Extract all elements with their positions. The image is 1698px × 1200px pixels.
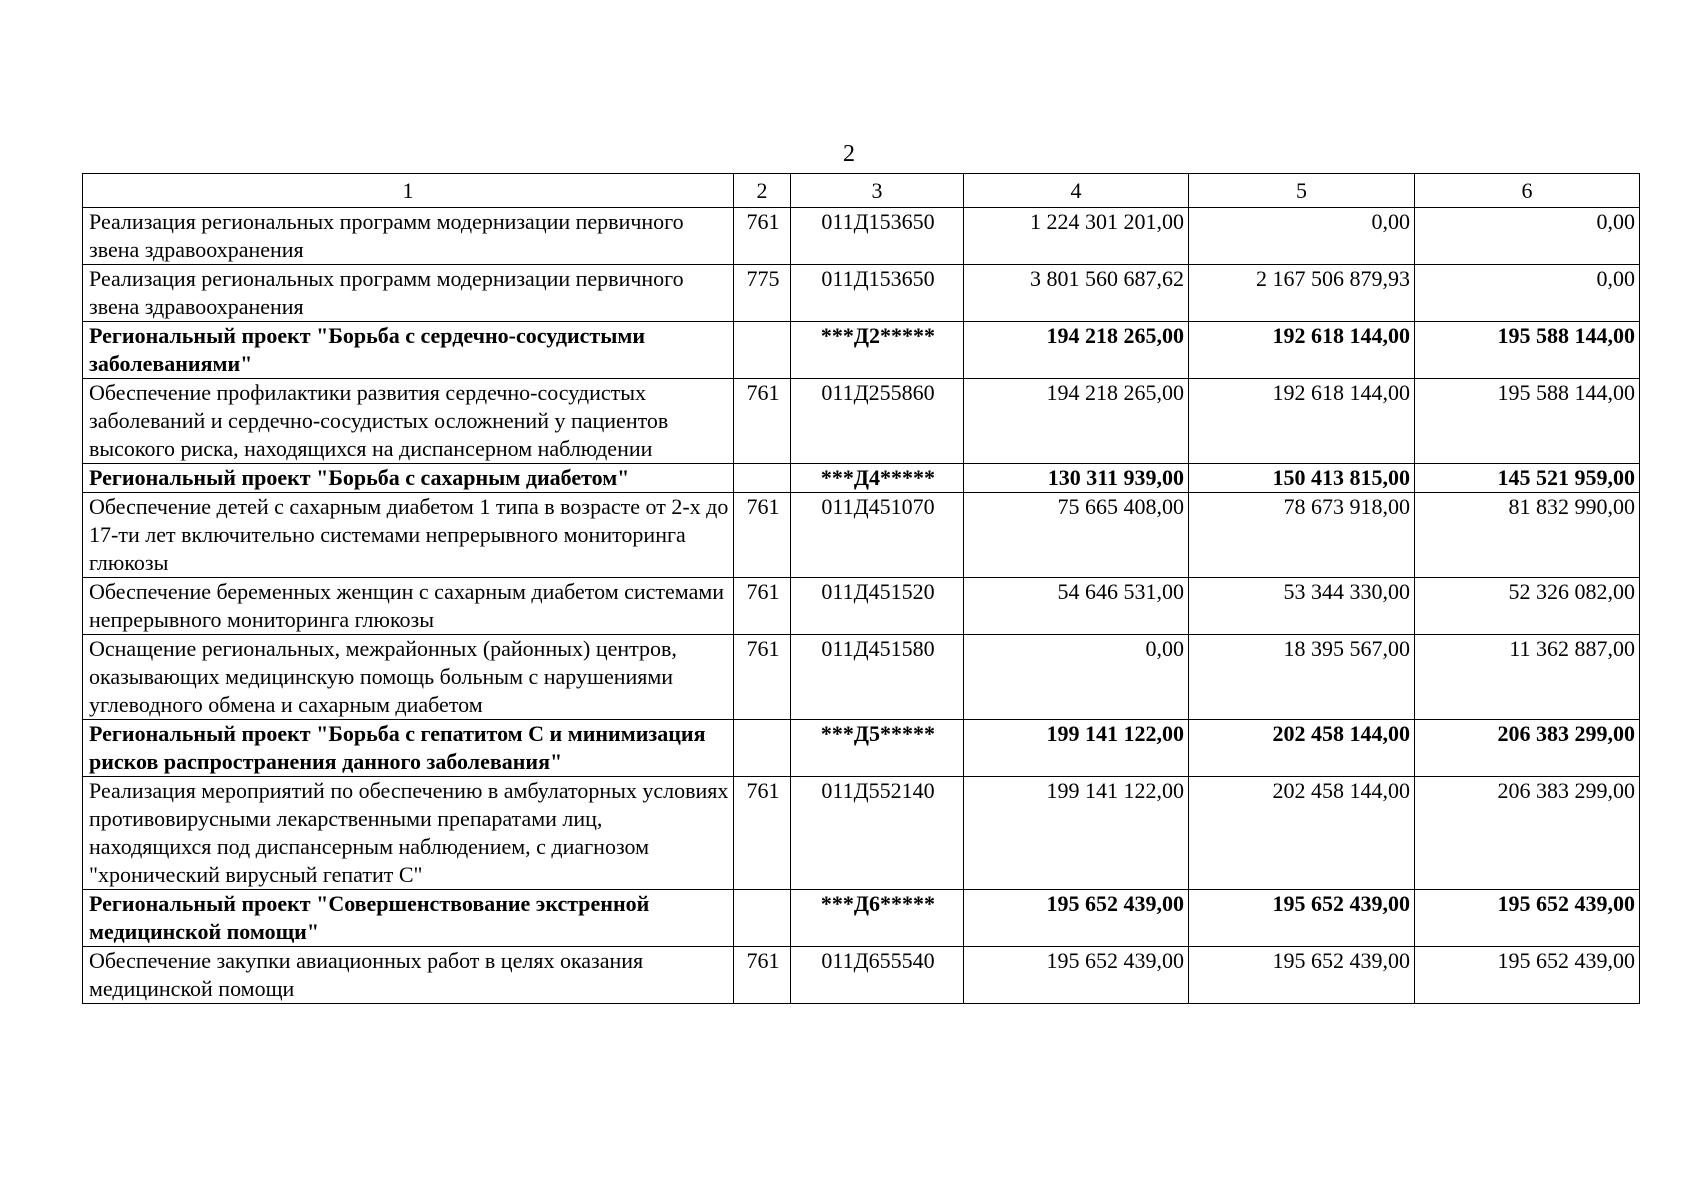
row-code-cell: 011Д153650 — [791, 265, 964, 322]
row-code-cell: ***Д4***** — [791, 464, 964, 493]
column-header-4: 4 — [964, 174, 1189, 208]
row-value-4-cell: 195 652 439,00 — [964, 947, 1189, 1004]
row-grbs-cell — [734, 464, 791, 493]
row-name-cell: Обеспечение беременных женщин с сахарным диабетом системами непрерывного мониторинга глюкозы — [83, 578, 734, 635]
row-value-6-cell: 145 521 959,00 — [1415, 464, 1640, 493]
project-total-row — [83, 890, 1640, 947]
row-value-5-cell: 150 413 815,00 — [1189, 464, 1415, 493]
row-value-6-cell: 195 588 144,00 — [1415, 379, 1640, 464]
row-value-5-cell: 195 652 439,00 — [1189, 947, 1415, 1004]
row-value-6-cell: 81 832 990,00 — [1415, 493, 1640, 578]
row-name-cell: Обеспечение детей с сахарным диабетом 1 типа в возрасте от 2-х до 17-ти лет включительно системами непрерывного мониторинга глюкозы — [83, 493, 734, 578]
row-value-4-cell: 0,00 — [964, 635, 1189, 720]
row-name-cell: Реализация мероприятий по обеспечению в амбулаторных условиях противовирусными лекарственными препаратами лиц, находящихся под диспансерным наблюдением, с диагнозом "хронический вирусный гепатит С" — [83, 777, 734, 890]
row-value-6-cell: 52 326 082,00 — [1415, 578, 1640, 635]
row-name-cell: Региональный проект "Совершенствование экстренной медицинской помощи" — [83, 890, 734, 947]
table-row — [83, 947, 1640, 1004]
row-grbs-cell: 761 — [734, 777, 791, 890]
row-value-6-cell: 195 652 439,00 — [1415, 947, 1640, 1004]
page-number: 2 — [843, 141, 855, 167]
column-header-5: 5 — [1189, 174, 1415, 208]
row-name-cell: Обеспечение закупки авиационных работ в целях оказания медицинской помощи — [83, 947, 734, 1004]
row-value-6-cell: 195 652 439,00 — [1415, 890, 1640, 947]
row-value-4-cell: 194 218 265,00 — [964, 322, 1189, 379]
row-grbs-cell: 761 — [734, 493, 791, 578]
row-value-5-cell: 0,00 — [1189, 208, 1415, 265]
row-name-cell: Региональный проект "Борьба с гепатитом С и минимизация рисков распространения данного заболевания" — [83, 720, 734, 777]
row-value-4-cell: 199 141 122,00 — [964, 777, 1189, 890]
row-name-cell: Обеспечение профилактики развития сердечно-сосудистых заболеваний и сердечно-сосудистых осложнений у пациентов высокого риска, находящихся на диспансерном наблюдении — [83, 379, 734, 464]
row-grbs-cell: 761 — [734, 208, 791, 265]
table-row — [83, 493, 1640, 578]
row-code-cell: 011Д451520 — [791, 578, 964, 635]
row-code-cell: 011Д255860 — [791, 379, 964, 464]
row-value-4-cell: 194 218 265,00 — [964, 379, 1189, 464]
row-value-4-cell: 195 652 439,00 — [964, 890, 1189, 947]
project-total-row — [83, 720, 1640, 777]
row-value-6-cell: 195 588 144,00 — [1415, 322, 1640, 379]
table-row — [83, 379, 1640, 464]
row-value-4-cell: 199 141 122,00 — [964, 720, 1189, 777]
row-grbs-cell: 761 — [734, 578, 791, 635]
row-name-cell: Региональный проект "Борьба с сахарным диабетом" — [83, 464, 734, 493]
row-code-cell: ***Д2***** — [791, 322, 964, 379]
row-code-cell: 011Д451580 — [791, 635, 964, 720]
row-code-cell: 011Д153650 — [791, 208, 964, 265]
table-header-row — [83, 174, 1640, 208]
column-header-1: 1 — [83, 174, 734, 208]
project-total-row — [83, 322, 1640, 379]
row-value-5-cell: 195 652 439,00 — [1189, 890, 1415, 947]
row-value-5-cell: 192 618 144,00 — [1189, 379, 1415, 464]
row-code-cell: 011Д552140 — [791, 777, 964, 890]
table-row — [83, 208, 1640, 265]
row-value-4-cell: 54 646 531,00 — [964, 578, 1189, 635]
row-value-6-cell: 11 362 887,00 — [1415, 635, 1640, 720]
row-grbs-cell — [734, 720, 791, 777]
row-code-cell: ***Д6***** — [791, 890, 964, 947]
column-header-6: 6 — [1415, 174, 1640, 208]
row-value-4-cell: 75 665 408,00 — [964, 493, 1189, 578]
row-value-5-cell: 18 395 567,00 — [1189, 635, 1415, 720]
row-value-6-cell: 0,00 — [1415, 265, 1640, 322]
row-grbs-cell: 775 — [734, 265, 791, 322]
row-value-6-cell: 206 383 299,00 — [1415, 720, 1640, 777]
row-name-cell: Реализация региональных программ модернизации первичного звена здравоохранения — [83, 208, 734, 265]
row-grbs-cell — [734, 322, 791, 379]
table-row — [83, 777, 1640, 890]
row-grbs-cell: 761 — [734, 635, 791, 720]
row-grbs-cell: 761 — [734, 947, 791, 1004]
row-value-4-cell: 3 801 560 687,62 — [964, 265, 1189, 322]
row-value-5-cell: 202 458 144,00 — [1189, 720, 1415, 777]
row-code-cell: 011Д451070 — [791, 493, 964, 578]
row-value-5-cell: 78 673 918,00 — [1189, 493, 1415, 578]
table-row — [83, 578, 1640, 635]
row-grbs-cell — [734, 890, 791, 947]
row-value-6-cell: 0,00 — [1415, 208, 1640, 265]
column-header-3: 3 — [791, 174, 964, 208]
row-name-cell: Оснащение региональных, межрайонных (районных) центров, оказывающих медицинскую помощь больным с нарушениями углеводного обмена и сахарным диабетом — [83, 635, 734, 720]
row-value-6-cell: 206 383 299,00 — [1415, 777, 1640, 890]
row-value-4-cell: 130 311 939,00 — [964, 464, 1189, 493]
column-header-2: 2 — [734, 174, 791, 208]
row-code-cell: 011Д655540 — [791, 947, 964, 1004]
row-code-cell: ***Д5***** — [791, 720, 964, 777]
budget-table — [82, 173, 1640, 1004]
row-name-cell: Региональный проект "Борьба с сердечно-сосудистыми заболеваниями" — [83, 322, 734, 379]
table-row — [83, 265, 1640, 322]
row-value-5-cell: 2 167 506 879,93 — [1189, 265, 1415, 322]
row-value-5-cell: 202 458 144,00 — [1189, 777, 1415, 890]
row-value-5-cell: 53 344 330,00 — [1189, 578, 1415, 635]
row-grbs-cell: 761 — [734, 379, 791, 464]
table-row — [83, 635, 1640, 720]
project-total-row — [83, 464, 1640, 493]
row-name-cell: Реализация региональных программ модернизации первичного звена здравоохранения — [83, 265, 734, 322]
row-value-4-cell: 1 224 301 201,00 — [964, 208, 1189, 265]
row-value-5-cell: 192 618 144,00 — [1189, 322, 1415, 379]
